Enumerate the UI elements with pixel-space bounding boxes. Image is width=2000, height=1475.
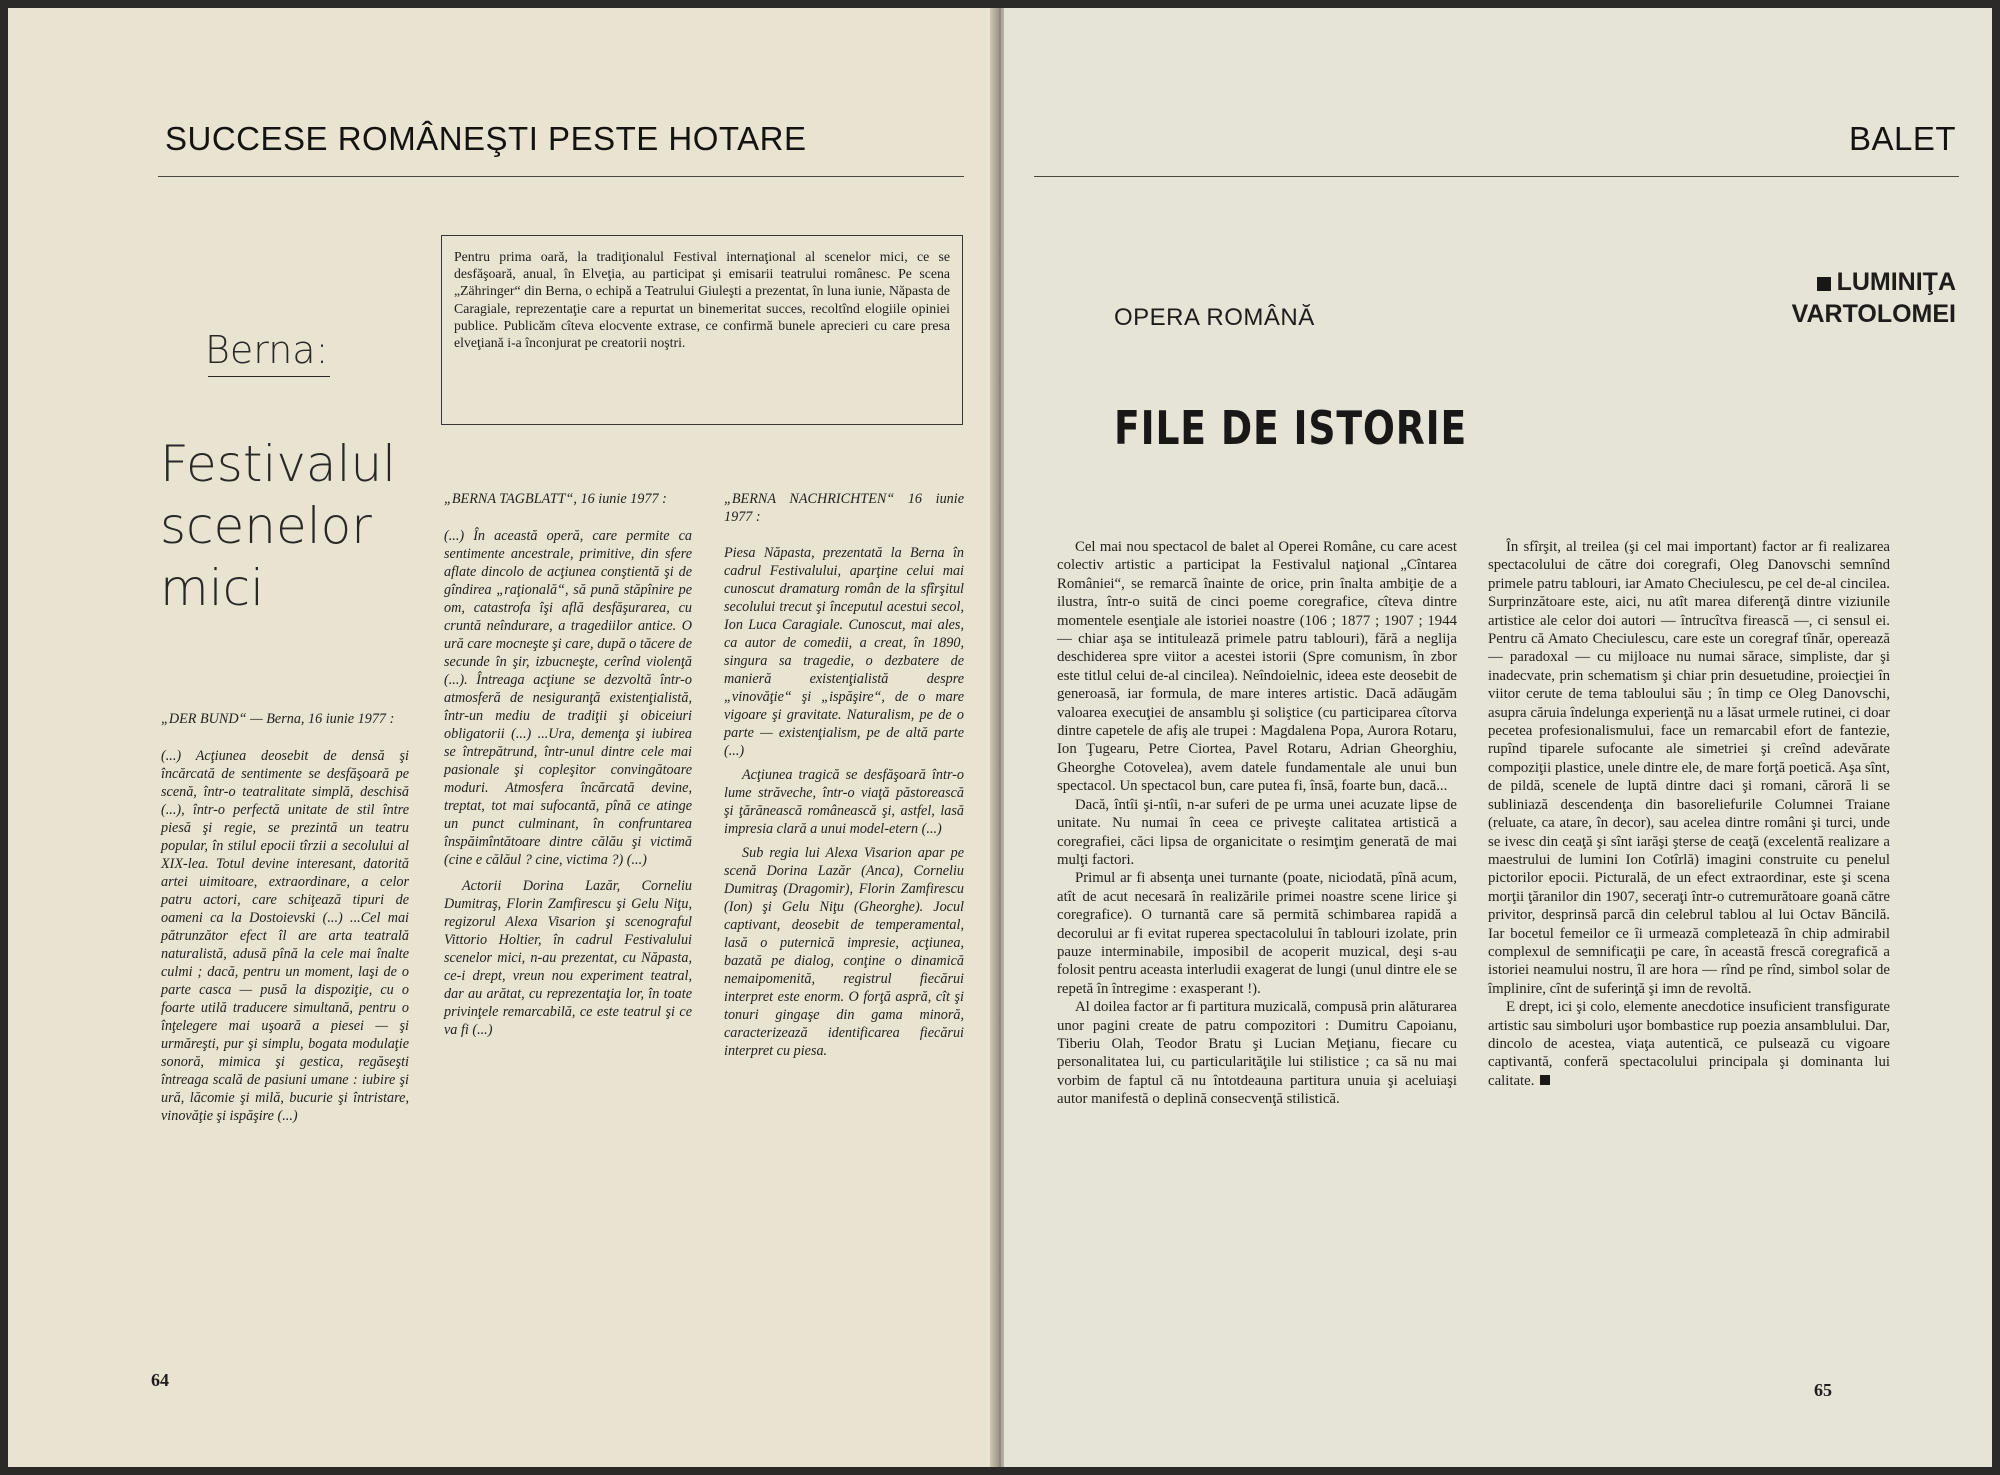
square-bullet-icon <box>1817 277 1831 291</box>
paragraph: Al doilea factor ar fi partitura muzicală, compusă prin alăturarea unor pagini create de patru compozitori : Dumitru Capoianu, Tiberiu Olah, Teodor Bratu şi Lucian Meţianu, fiecare cu personalitatea lui, cu particularităţile lui stilistice ; ca să nu mai vorbim de faptul că nu întotdeauna partitura unuia şi aceluiaşi autor manifestă o deplină consecvenţă stilistică. <box>1057 999 1457 1108</box>
page-number: 65 <box>1814 1380 1832 1400</box>
article-column-1 <box>1057 538 1457 1109</box>
page-number: 64 <box>151 1370 169 1390</box>
section-header: BALET <box>1848 120 1956 157</box>
paragraph: Cel mai nou spectacol de balet al Operei Române, cu care acest colectiv artistic a participat la Festivalul naţional „Cîntarea României“, se remarcă înainte de orice, prin înalta ambiţie de a ilustra, într-o suită de cinci poeme coregrafice, cîteva dintre momentele esenţiale ale istoriei noastre (106 ; 1877 ; 1907 ; 1944 — chiar aşa se intitulează primele patru tablouri), fără a neglija deschiderea spre viitor a acestei istorii (Spre comunism, în zbor este titlul celui de-al cincilea). Neîndoielnic, ideea este deosebit de generoasă, iar formula, de mare interes artistic. Dacă adăugăm valoarea execuţiei de ansamblu şi soliştice (cu participarea cîtorva dintre capetele de afiş ale trupei : Magdalena Popa, Aurora Rotaru, Ion Ţugearu, Petre Ciortea, Pavel Rotaru, Adrian Gheorghiu, Gheorghe Cotovelea), avem datele fundamentale ale unui bun spectacol. Un spectacol bun, care putea fi, însă, foarte bun, dacă... <box>1057 539 1457 795</box>
title-line: Festivalul <box>160 435 397 493</box>
paragraph: E drept, ici şi colo, elemente anecdotice insuficient transfigurate artistic sau simboluri uşor bombastice rup poezia ansamblului. Dar, dincolo de acestea, viaţa autentică, ce pulsează cu vigoare captivantă, conferă spectacolului principala şi dominanta lui calitate. <box>1488 999 1890 1089</box>
press-quote: Piesa Năpasta, prezentată la Berna în cadrul Festivalului, aparţine celui mai cunoscut dramaturg român de la sfîrşitul secolului trecut şi începutul acestui secol, Ion Luca Caragiale. Cunoscut, mai ales, ca autor de comedii, a creat, în 1890, singura sa tragedie, o dezbatere de manieră existenţialistă despre „vinovăţie“ şi „ispăşire“, de o mare vigoare şi gravitate. Naturalism, pe de o parte — existenţialism, pe de altă parte (...) <box>724 545 964 759</box>
author-last-name: VARTOLOMEI <box>1791 300 1956 328</box>
press-source: „BERNA NACHRICHTEN“ 16 iunie 1977 : <box>724 491 964 525</box>
title-line: mici <box>160 559 264 617</box>
end-square-icon <box>1540 1075 1550 1085</box>
article-column-3 <box>724 491 964 1060</box>
press-quote: (...) În această operă, care permite ca sentimente ancestrale, primitive, din sfere aflate dincolo de acţiunea conştientă şi de gîndirea „raţională“, să pună stăpînire pe om, catastrofa îşi află desfăşurarea, cu cruntă neîndurare, a tragediilor antice. O ură care mocneşte şi care, după o tăcere de secunde în şir, izbucneşte, cerînd violenţă (...). Întreaga acţiune se dezvoltă într-o atmosferă de nesiguranţă existenţialistă, într-un mediu de tradiţii şi obiceiuri obligatorii (...) ...Ura, demenţa şi iubirea se întrepătrund, într-unul dintre cele mai pasionale şi copleşitor convingătoare moduri. Atmosfera încărcată devine, treptat, tot mai sufocantă, pînă ce atinge un punct culminant, în confruntarea înspăimîntătoare dintre călău şi victimă (cine e călăul ? cine, victima ?) (...) <box>444 527 692 868</box>
paragraph: În sfîrşit, al treilea (şi cel mai important) factor ar fi realizarea spectacolului de către doi coregrafi, Oleg Danovschi semnînd primele patru tablouri, iar Amato Checiulescu, pe cel de-al cincilea. Surprinzătoare este, aici, nu atît marea diferenţă dintre viziunile artistice ale celor doi autori — întrucîtva firească —, ci sensul ei. Pentru că Amato Checiulescu, care este un coregraf tînăr, operează — paradoxal — cu mijloace nu numai sărace, simpliste, dar şi inadecvate, prin schematism şi chiar prin desuetudine, proiecţiei în viitor cerute de tema tabloului său ; în timp ce Oleg Danovschi, asupra căruia îndelunga experienţă nu a lăsat urmele rutinei, ci doar pecetea profesionalismului, face un remarcabil efort de fantezie, rupînd tiparele sufocante ale simetriei şi creînd adevărate compoziţii plastice, unele dintre ele, de mare forţă poetică. Aşa sînt, de pildă, scenele de luptă dintre daci şi romani, căroră li se subliniază descendenţa din basoreliefurile Columnei Traiane (reluate, ca atare, în decor), sau acelea dintre români şi turci, unde se ivesc din ceaţă şi sînt iarăşi şterse de ceaţă (excelentă realizare a maestrului de lumini Ion Cotîrlă) imagini construite cu penelul pictorilor epocii. Picturală, de un efect extraordinar, este şi scena morţii ţăranilor din 1907, seceraţi într-o cutremurătoare goană către privitor, desprinsă parcă din celebrul tablou al lui Octav Băncilă. Iar bocetul femeilor ce îi urmează completează în chip admirabil complexul de semnificaţii pe care, în această frescă coregrafică a istoriei neamului nostru, îl are hora — rînd pe rînd, simbol solar de împlinire, cînt de suferinţă şi imn de revoltă. <box>1488 539 1890 997</box>
intro-text: Pentru prima oară, la tradiţionalul Festival internaţional al scenelor mici, ce se desfăşoară, anual, în Elveţia, au participat şi emisarii teatrului românesc. Pe scena „Zähringer“ din Berna, o echipă a Teatrului Giuleşti a prezentat, în luna iunie, Năpasta de Caragiale, reprezentaţie care a repurtat un binemeritat succes, recoltînd elogiile opiniei publice. Publicăm cîteva elocvente extrase, ce confirmă bunele aprecieri cu care presa elveţiană i-a înconjurat pe creatorii noştri. <box>454 249 950 351</box>
press-quote: Actorii Dorina Lazăr, Corneliu Dumitraş, Florin Zamfirescu şi Gelu Niţu, regizorul Alexa Visarion şi scenograful Vittorio Holtier, în cadrul Festivalului scenelor mici, n-au prezentat, cu Năpasta, ce-i drept, vreun nou experiment teatral, dar au arătat, cu reprezentaţia lor, în toate privinţele remarcabilă, ce este teatrul şi ce va fi (...) <box>444 877 692 1038</box>
press-quote: Sub regia lui Alexa Visarion apar pe scenă Dorina Lazăr (Anca), Corneliu Dumitraş (Dragomir), Florin Zamfirescu (Ion) şi Gelu Niţu (Gheorghe). Jocul captivant, deosebit de temperamental, lasă o puternică impresie, acţiunea, bazată pe dialog, conţine o dinamică nemaipomenită, registrul fiecărui interpret este enorm. O forţă aspră, cît şi tonuri gingaşe din gama minoră, caracterizează identificarea fiecărui interpret cu piesa. <box>724 845 964 1059</box>
article-column-1 <box>161 711 409 1125</box>
left-page <box>8 8 998 1467</box>
intro-box <box>441 235 963 425</box>
city-label: Berna: <box>205 328 329 372</box>
article-column-2 <box>1488 538 1890 1090</box>
paragraph: Primul ar fi absenţa unei turnante (poate, niciodată, pînă acum, atît de acut necesară în realizările primei noastre scene lirice şi coregrafice). O turnantă care să permită schimbarea rapidă a decorului ar fi evitat ruperea spectacolului în tablouri izolate, prin pauze interminabile, imposibil de acoperit muzical, deşi s-au folosit pentru aceasta interludii exagerat de lungi (unul dintre ele se repetă în întregime : exasperant !). <box>1057 870 1457 997</box>
paragraph: Dacă, întîi şi-ntîi, n-ar suferi de pe urma unei acuzate lipse de unitate. Nu numai în ceea ce priveşte calitatea artistică a coregrafiei, căci lipsa de organicitate o resimţim generată de mai mulţi factori. <box>1057 796 1457 868</box>
press-quote: Acţiunea tragică se desfăşoară într-o lume străveche, într-o viaţă păstorească şi ţărănească românească şi, astfel, lasă impresia clară a unui model-etern (...) <box>724 767 964 837</box>
author-block <box>1792 266 1956 330</box>
title-line: scenelor <box>160 497 372 555</box>
article-kicker: OPERA ROMÂNĂ <box>1114 304 1315 331</box>
article-title <box>160 433 396 619</box>
article-column-2 <box>444 491 692 1039</box>
press-source: „DER BUND“ — Berna, 16 iunie 1977 : <box>161 711 395 727</box>
article-title: FILE DE ISTORIE <box>1114 401 1468 455</box>
press-source: „BERNA TAGBLATT“, 16 iunie 1977 : <box>444 491 667 507</box>
header-rule <box>1034 176 1959 177</box>
city-underline <box>208 376 330 377</box>
header-rule <box>158 176 964 177</box>
right-page <box>1004 8 1992 1467</box>
section-header: SUCCESE ROMÂNEŞTI PESTE HOTARE <box>165 120 807 157</box>
press-quote: (...) Acţiunea deosebit de densă şi încărcată de sentimente se desfăşoară pe scenă, într-o teatralitate simplă, deschisă (...), într-o perfectă unitate de stil între piesă şi regie, se prezintă un teatru popular, în stilul epocii tîrzii a secolului al XIX-lea. Totul devine interesant, datorită artei uimitoare, extraordinare, a celor patru actori, care schiţează tipuri de oameni ca la Dostoievski (...) ...Cel mai pătrunzător efect îl are arta teatrală naturalistă, adusă pînă la cele mai înalte culmi ; dacă, pentru un moment, laşi de o parte casca — pusă la dispoziţie, cu o foarte utilă traducere simultană, pentru o înţelegere mai uşoară a piesei — şi urmăreşti, pur şi simplu, bogata modulaţie sonoră, mimica şi gestica, regăseşti întreaga scală de pasiuni umane : iubire şi ură, lăcomie şi milă, bucurie şi întristare, vinovăţie şi ispăşire (...) <box>161 747 409 1124</box>
author-first-name: LUMINIŢA <box>1836 268 1956 296</box>
